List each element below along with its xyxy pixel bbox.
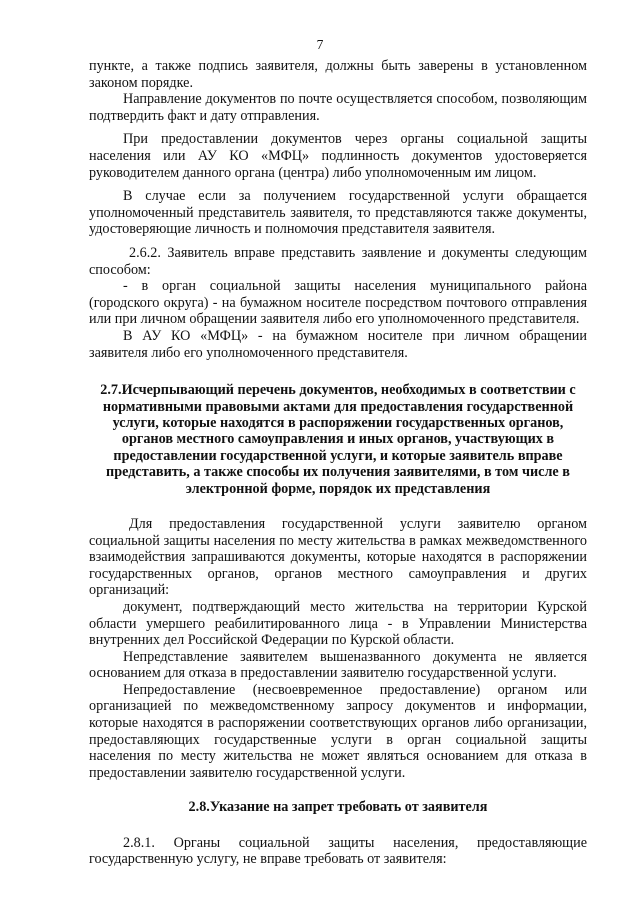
paragraph: В случае если за получением государственной услуги обращается уполномоченный представитель заявителя, то представляются также документы, удостоверяющие личность и полномочия представителя заявителя.: [89, 188, 587, 238]
paragraph: 2.6.2. Заявитель вправе представить заявление и документы следующим способом:: [89, 244, 587, 278]
paragraph: документ, подтверждающий место жительства на территории Курской области умершего реабилитированного лица - в Управлении Министерства внутренних дел Российской Федерации по Курской области.: [89, 598, 587, 649]
paragraph: пункте, а также подпись заявителя, должны быть заверены в установленном законом порядке.: [89, 58, 587, 91]
paragraph: Непредоставление (несвоевременное предоставление) органом или организацией по межведомственному запросу документов и информации, которые находятся в распоряжении соответствующих органов либо организации, предоставляющих государственные услуги в орган социальной защиты населения по месту жительства не может являться основанием для отказа в предоставлении заявителю государственной услуги.: [89, 681, 587, 781]
paragraph: - в орган социальной защиты населения муниципального района (городского округа) - на бумажном носителе посредством почтового отправления или при личном обращении заявителя либо его уполномоченного представителя.: [89, 278, 587, 328]
document-body: [89, 58, 587, 868]
paragraph: При предоставлении документов через органы социальной защиты населения или АУ КО «МФЦ» подлинность документов удостоверяется руководителем данного органа (центра) либо уполномоченным им лицом.: [89, 131, 587, 181]
paragraph: 2.8.1. Органы социальной защиты населения, предоставляющие государственную услугу, не вправе требовать от заявителя:: [89, 834, 587, 868]
paragraph: Непредставление заявителем вышеназванного документа не является основанием для отказа в предоставлении заявителю государственной услуги.: [89, 648, 587, 682]
page-number: 7: [316, 37, 324, 52]
paragraph: В АУ КО «МФЦ» - на бумажном носителе при личном обращении заявителя либо его уполномоченного представителя.: [89, 327, 587, 361]
paragraph: Для предоставления государственной услуги заявителю органом социальной защиты населения по месту жительства в рамках межведомственного взаимодействия запрашиваются документы, которые находятся в распоряжении государственных органов, органов местного самоуправления и других организаций:: [89, 515, 587, 599]
section-heading-2-8: 2.8.Указание на запрет требовать от заявителя: [188, 799, 488, 816]
paragraph: Направление документов по почте осуществляется способом, позволяющим подтвердить факт и дату отправления.: [89, 91, 587, 124]
section-heading-2-7: 2.7.Исчерпывающий перечень документов, необходимых в соответствии с нормативными правовыми актами для предоставления государственной услуги, которые находятся в распоряжении государственных органов, органов местного самоуправления и иных органов, участвующих в предоставлении государственной услуги, и которые заявитель вправе представить, а также способы их получения заявителями, в том числе в электронной форме, порядок их представления: [100, 382, 576, 497]
